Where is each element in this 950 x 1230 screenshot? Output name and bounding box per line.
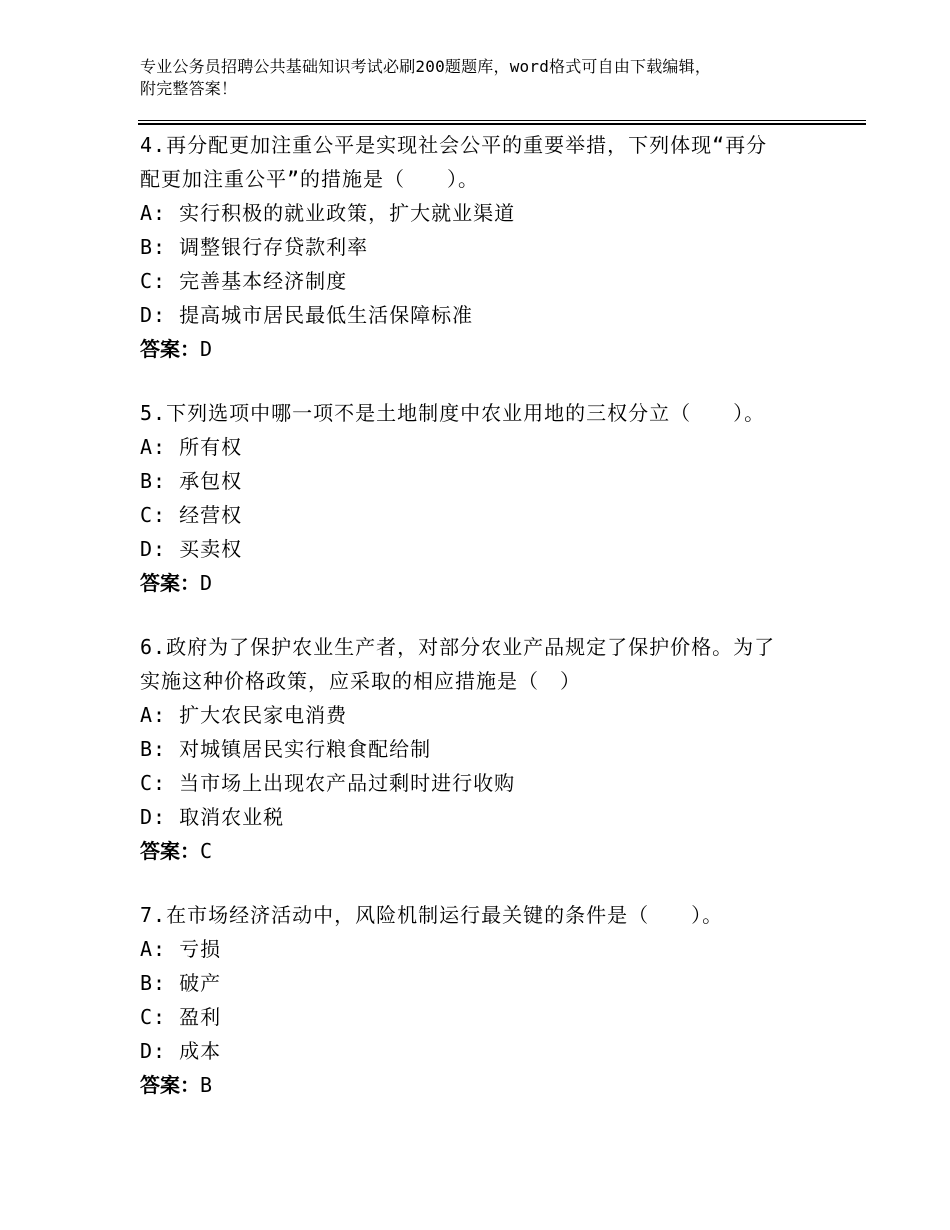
option-c: C: 经营权 <box>140 503 243 527</box>
question-4 <box>140 128 800 366</box>
answer-value: B <box>200 1073 213 1097</box>
answer-value: C <box>200 839 213 863</box>
option-b: B: 承包权 <box>140 469 243 493</box>
header-divider <box>138 120 866 126</box>
header-line-2: 附完整答案！ <box>140 79 238 98</box>
option-d: D: 成本 <box>140 1039 222 1063</box>
option-c: C: 完善基本经济制度 <box>140 269 348 293</box>
option-d: D: 取消农业税 <box>140 805 285 829</box>
answer-label: 答案： <box>140 1073 200 1097</box>
question-stem-line-1: 5.下列选项中哪一项不是土地制度中农业用地的三权分立（ ）。 <box>140 401 766 425</box>
option-a: A: 扩大农民家电消费 <box>140 703 348 727</box>
question-7 <box>140 898 800 1102</box>
question-stem-line-2: 实施这种价格政策，应采取的相应措施是（ ） <box>140 669 581 693</box>
header-line-1: 专业公务员招聘公共基础知识考试必刷200题题库，word格式可自由下载编辑， <box>140 57 712 76</box>
question-6 <box>140 630 800 868</box>
answer-label: 答案： <box>140 839 200 863</box>
option-a: A: 实行积极的就业政策，扩大就业渠道 <box>140 201 516 225</box>
option-a: A: 亏损 <box>140 937 222 961</box>
question-stem <box>140 630 800 698</box>
option-d: D: 买卖权 <box>140 537 243 561</box>
question-stem <box>140 898 800 932</box>
answer-line <box>140 834 800 868</box>
option-b: B: 破产 <box>140 971 222 995</box>
answer-line <box>140 332 800 366</box>
question-stem-line-2: 配更加注重公平”的措施是（ ）。 <box>140 167 480 191</box>
question-stem-line-1: 6.政府为了保护农业生产者，对部分农业产品规定了保护价格。为了 <box>140 635 776 659</box>
answer-line <box>140 1068 800 1102</box>
answer-label: 答案： <box>140 571 200 595</box>
question-stem <box>140 128 800 196</box>
option-c: C: 盈利 <box>140 1005 222 1029</box>
answer-value: D <box>200 571 213 595</box>
option-b: B: 调整银行存贷款利率 <box>140 235 369 259</box>
document-header <box>140 56 860 100</box>
answer-line <box>140 566 800 600</box>
option-d: D: 提高城市居民最低生活保障标准 <box>140 303 474 327</box>
option-c: C: 当市场上出现农产品过剩时进行收购 <box>140 771 516 795</box>
question-list <box>140 128 800 1132</box>
question-5 <box>140 396 800 600</box>
question-stem-line-1: 7.在市场经济活动中，风险机制运行最关键的条件是（ ）。 <box>140 903 724 927</box>
answer-value: D <box>200 337 213 361</box>
option-a: A: 所有权 <box>140 435 243 459</box>
option-b: B: 对城镇居民实行粮食配给制 <box>140 737 432 761</box>
question-stem <box>140 396 800 430</box>
question-stem-line-1: 4.再分配更加注重公平是实现社会公平的重要举措，下列体现“再分 <box>140 133 768 157</box>
answer-label: 答案： <box>140 337 200 361</box>
